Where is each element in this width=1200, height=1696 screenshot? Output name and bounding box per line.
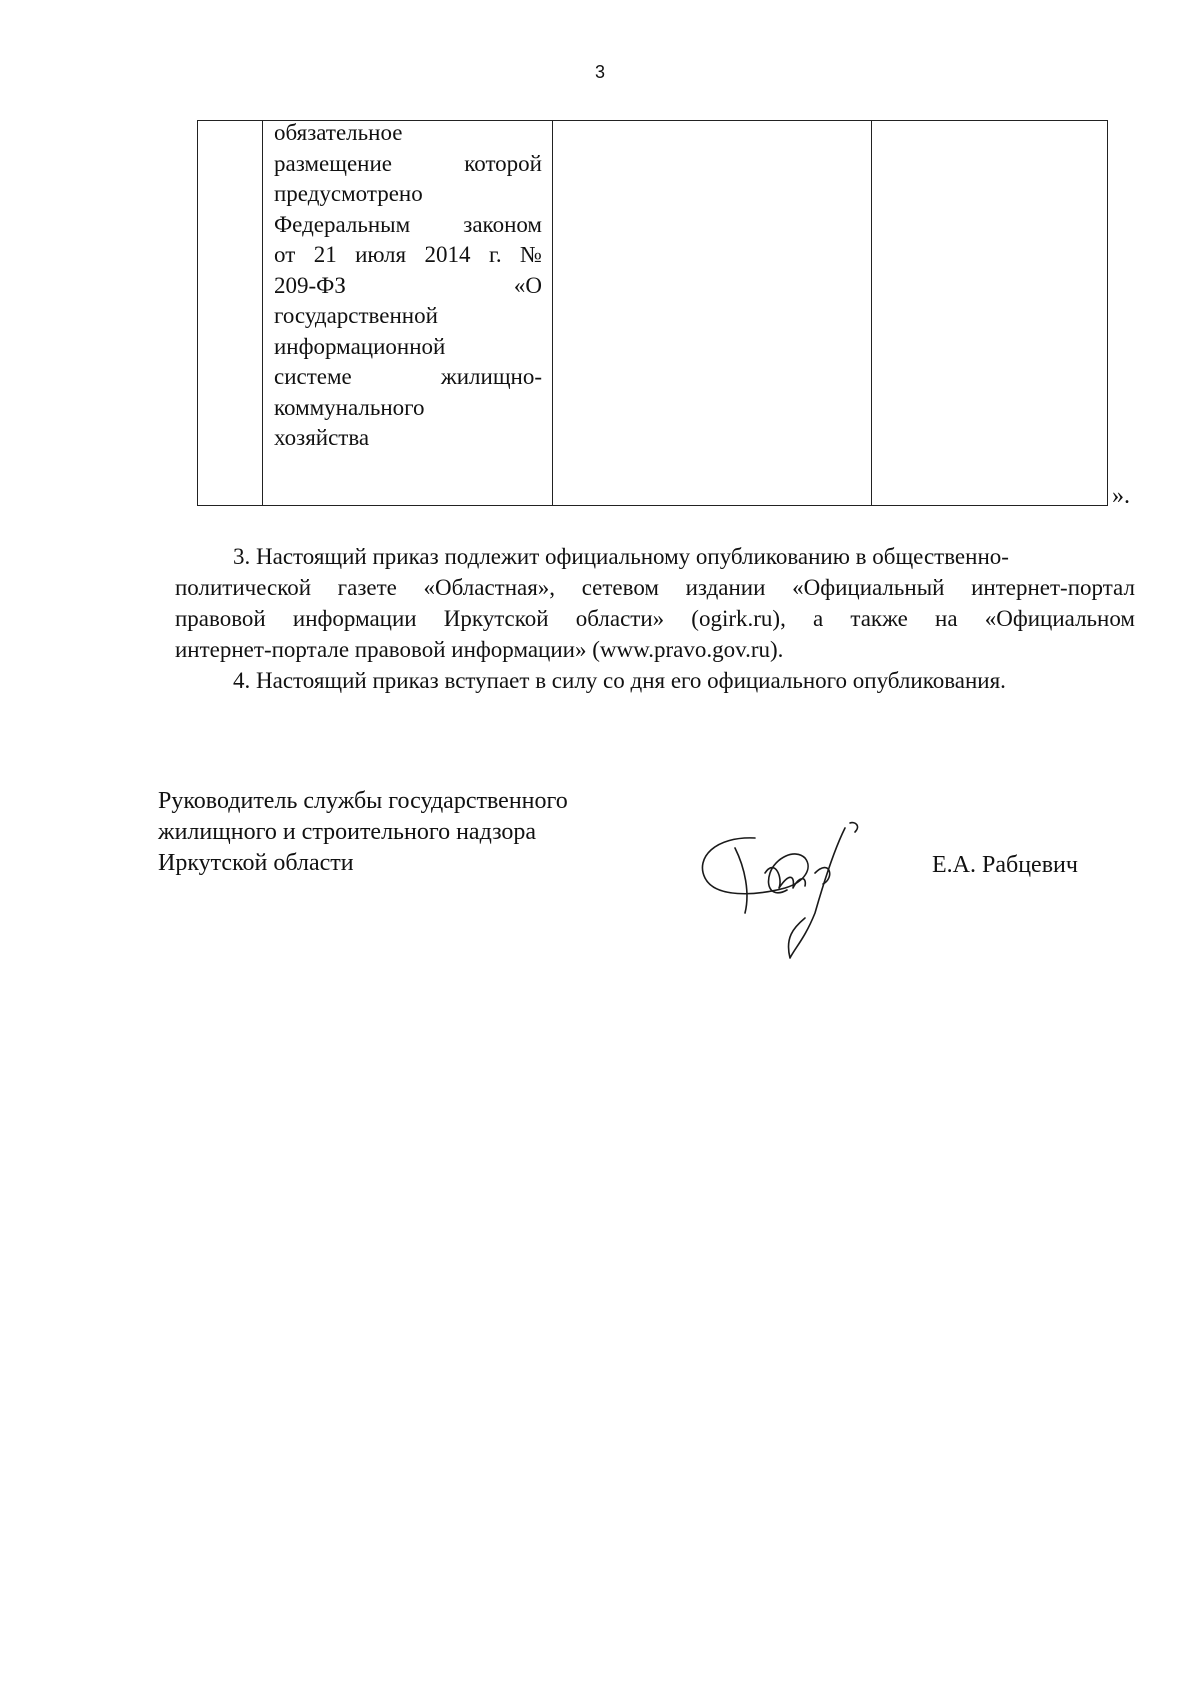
paragraph-line: 3. Настоящий приказ подлежит официальному опубликованию в общественно- [233, 544, 1009, 569]
cell-line: коммунального [274, 394, 425, 420]
paragraph-line: интернет-портале правовой информации» (www.pravo.gov.ru). [175, 637, 784, 662]
cell-word: которой [464, 150, 542, 176]
cell-line: хозяйства [274, 425, 370, 450]
page-number: 3 [594, 62, 605, 82]
signatory-position [158, 786, 568, 879]
cell-line: предусмотрено [274, 181, 423, 206]
paragraph-line: правовой информации Иркутской области» (ogirk.ru), а также на «Официальном [175, 606, 1135, 631]
table-cell-text [274, 118, 542, 454]
paragraph-3 [175, 541, 1135, 665]
cell-word: размещение [274, 150, 392, 176]
cell-line: обязательное [274, 120, 403, 145]
paragraph-4 [175, 665, 1135, 696]
table-column-divider [262, 121, 263, 505]
paragraph-line: 4. Настоящий приказ вступает в силу со дня его официального опубликования. [233, 668, 1006, 693]
cell-line [274, 149, 542, 180]
position-line: жилищного и строительного надзора [158, 819, 537, 845]
cell-word: законом [463, 211, 542, 237]
cell-line [274, 210, 542, 241]
cell-line: информационной [274, 333, 446, 359]
cell-line: системе жилищно- [274, 364, 542, 389]
cell-word: Федеральным [274, 211, 411, 237]
position-line: Иркутской области [158, 850, 354, 876]
cell-line: от 21 июля 2014 г. № [274, 242, 542, 267]
table-column-divider [871, 121, 872, 505]
cell-line: государственной [274, 303, 438, 328]
paragraph-line: политической газете «Областная», сетевом издании «Официальный интернет-портал [175, 575, 1135, 600]
cell-line: 209-ФЗ «О [274, 272, 542, 298]
table-closing-quote: ». [1112, 483, 1130, 509]
handwritten-signature [695, 818, 895, 968]
signatory-name: Е.А. Рабцевич [932, 852, 1078, 878]
position-line: Руководитель службы государственного [158, 788, 568, 814]
table-column-divider [552, 121, 553, 505]
